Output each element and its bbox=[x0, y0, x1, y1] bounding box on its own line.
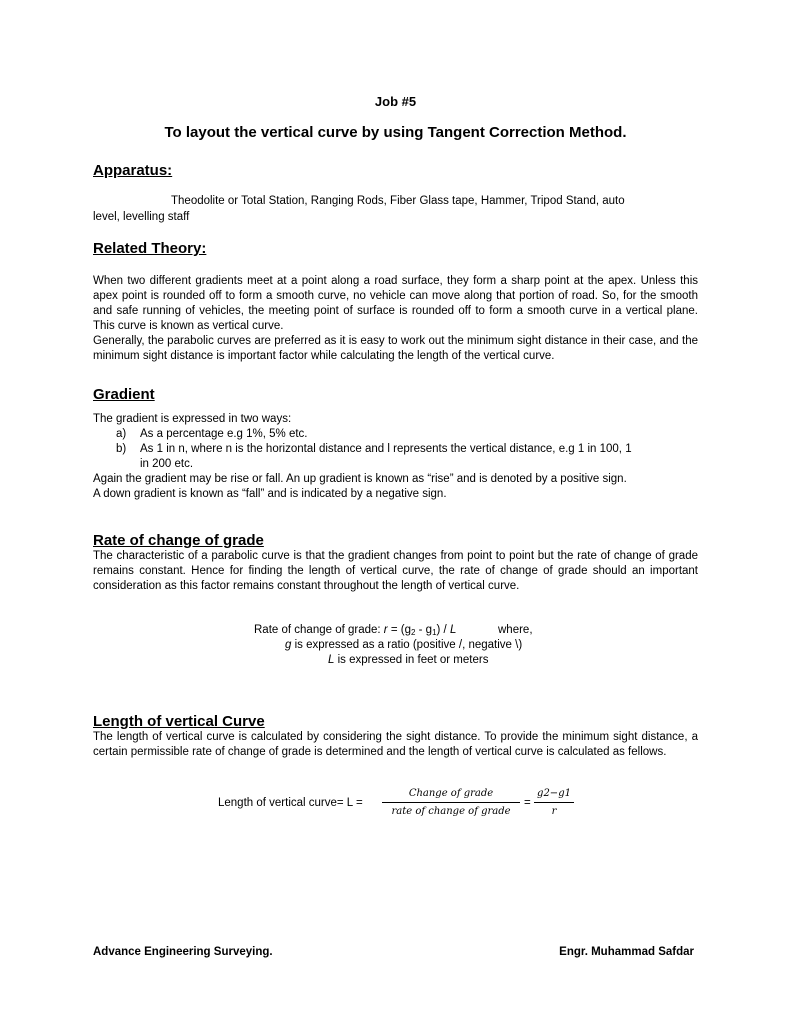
gradient-after-line2: A down gradient is known as “fall” and is indicated by a negative sign. bbox=[93, 488, 447, 500]
related-theory-paragraph-1: When two different gradients meet at a point along a road surface, they form a sharp point at the apex. Unless this apex point is rounded off to form a smooth curve, no vehicle can move along that portion of road. So, for the smooth and safe running of vehicles, the meeting point of surface is rounded off to form a smooth curve in a vertical plane. This curve is known as vertical curve. bbox=[93, 275, 698, 332]
footer-course-name: Advance Engineering Surveying. bbox=[93, 946, 273, 958]
list-marker: b) bbox=[116, 443, 127, 455]
rate-of-change-heading: Rate of change of grade bbox=[93, 532, 264, 549]
apparatus-heading: Apparatus: bbox=[93, 162, 173, 179]
page-title: To layout the vertical curve by using Tangent Correction Method. bbox=[164, 124, 627, 141]
fraction-denominator: rate of change of grade bbox=[391, 806, 511, 817]
formula-L-definition: L is expressed in feet or meters bbox=[328, 654, 489, 666]
formula-g-definition: g is expressed as a ratio (positive /, negative \) bbox=[285, 639, 523, 651]
list-marker: a) bbox=[116, 428, 127, 440]
length-formula-fraction-2 bbox=[534, 787, 574, 818]
related-theory-heading: Related Theory: bbox=[93, 240, 207, 257]
gradient-heading: Gradient bbox=[93, 386, 155, 403]
rate-of-change-formula: Rate of change of grade: $r = (g_2 - g_1) / L$ bbox=[254, 624, 457, 637]
gradient-after-line1: Again the gradient may be rise or fall. An up gradient is known as “rise” and is denoted by a positive sign. bbox=[93, 473, 627, 485]
length-curve-heading: Length of vertical Curve bbox=[93, 713, 265, 730]
fraction-denominator: r bbox=[551, 806, 557, 817]
apparatus-text-line1: Theodolite or Total Station, Ranging Rods, Fiber Glass tape, Hammer, Tripod Stand, auto bbox=[171, 195, 625, 207]
apparatus-text-line2: level, levelling staff bbox=[93, 211, 190, 223]
related-theory-paragraph-2: Generally, the parabolic curves are preferred as it is easy to work out the minimum sight distance in their case, and the minimum sight distance is important factor while calculating the length of the vertical curve. bbox=[93, 335, 698, 362]
rate-of-change-paragraph: The characteristic of a parabolic curve is that the gradient changes from point to point but the rate of change of grade remains constant. Hence for finding the length of vertical curve, the rate of change of grade should an important consideration as this factor remains constant throughout the length of vertical curve. bbox=[93, 550, 698, 592]
fraction-numerator: g2−g1 bbox=[534, 787, 574, 803]
length-formula-label: Length of vertical curve= L = bbox=[218, 797, 363, 809]
length-formula-equals: = bbox=[524, 797, 531, 809]
fraction-numerator: Change of grade bbox=[382, 787, 520, 803]
gradient-list-item-b-continuation: in 200 etc. bbox=[140, 458, 194, 470]
footer-author: Engr. Muhammad Safdar bbox=[559, 946, 694, 958]
length-formula-fraction-1 bbox=[382, 787, 520, 818]
length-curve-paragraph: The length of vertical curve is calculated by considering the sight distance. To provide the minimum sight distance, a certain permissible rate of change of grade is determined and the length of vertical curve is calculated as fellows. bbox=[93, 731, 698, 758]
list-item-text: As 1 in n, where n is the horizontal distance and l represents the vertical distance, e.g 1 in 100, 1 bbox=[140, 443, 632, 455]
formula-where-label: where, bbox=[498, 624, 533, 636]
job-number: Job #5 bbox=[374, 94, 417, 109]
gradient-intro: The gradient is expressed in two ways: bbox=[93, 413, 292, 425]
list-item-text: As a percentage e.g 1%, 5% etc. bbox=[140, 428, 308, 440]
